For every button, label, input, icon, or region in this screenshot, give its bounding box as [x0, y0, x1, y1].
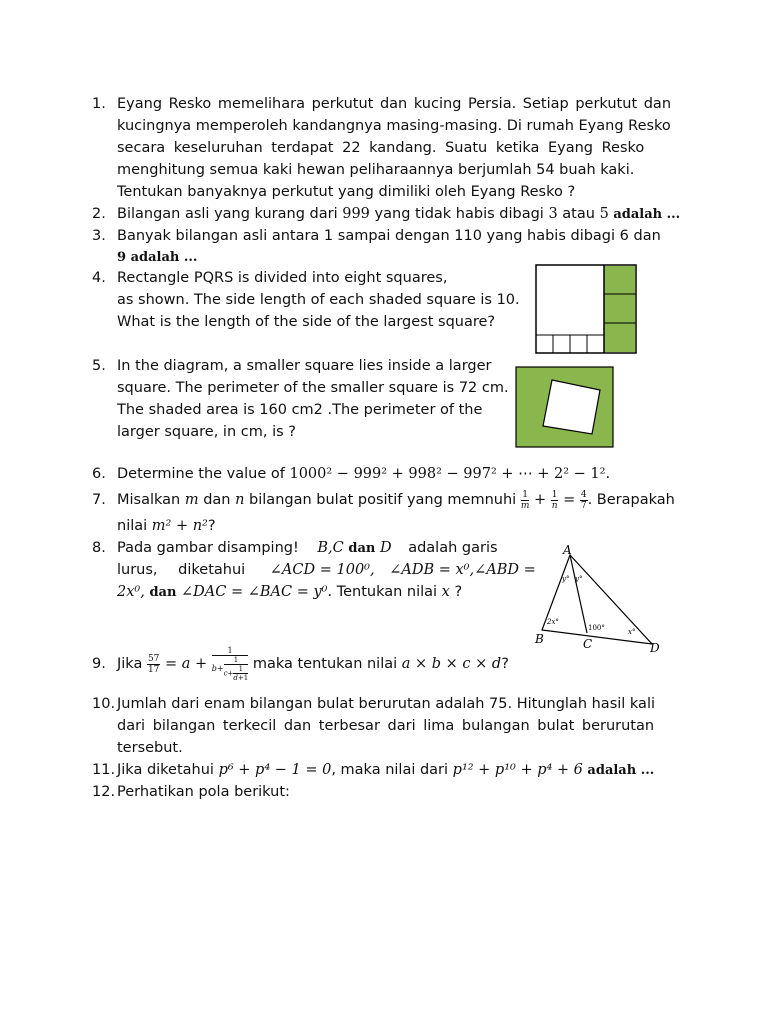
- problem-number: 11.: [92, 762, 116, 778]
- fraction: $\frac{57}{17}$: [147, 653, 160, 675]
- text-line: secara keseluruhan terdapat 22 kandang. Suatu ketika Eyang Resko: [117, 140, 645, 156]
- label-a: A: [563, 543, 572, 557]
- math: ∠DAC = ∠BAC = y⁰.: [181, 584, 333, 600]
- math: B,C: [317, 540, 344, 556]
- text: Jika: [117, 656, 147, 672]
- math: ∠ADB = x⁰,∠ABD =: [389, 562, 536, 578]
- text: maka tentukan nilai: [252, 656, 402, 672]
- text: Bilangan asli yang kurang dari: [117, 206, 343, 222]
- text: Pada gambar disamping!: [117, 540, 299, 556]
- math: +: [533, 492, 547, 508]
- label-c: C: [583, 637, 593, 651]
- text: adalah garis: [408, 540, 498, 556]
- math: 2x⁰,: [117, 584, 145, 600]
- problem-2: [117, 204, 680, 225]
- problem-7-line-2: [117, 516, 216, 536]
- text: lurus,: [117, 562, 158, 578]
- text-line: Jumlah dari enam bilangan bulat berurutan adalah 75. Hitunglah hasil kali: [117, 696, 656, 712]
- text-line: square. The perimeter of the smaller square is 72 cm.: [117, 380, 509, 396]
- label-d: D: [650, 641, 660, 655]
- continued-fraction: 1 b+ 1 c+ $\frac{1}{d+1}$: [211, 646, 249, 682]
- math: p⁶ + p⁴ − 1 = 0: [218, 762, 332, 778]
- text: diketahui: [178, 562, 246, 578]
- math: =: [563, 492, 576, 508]
- text-line: as shown. The side length of each shaded square is 10.: [117, 292, 520, 308]
- problem-number: 6.: [92, 466, 106, 482]
- square-in-square-figure: [515, 366, 615, 448]
- text-line: 9 adalah ...: [117, 250, 198, 265]
- problem-number: 8.: [92, 540, 106, 556]
- problem-number: 2.: [92, 206, 106, 222]
- text-line: What is the length of the side of the largest square?: [117, 314, 496, 330]
- problem-8-line-3: [117, 582, 462, 603]
- text: dan: [348, 541, 376, 556]
- angle-label: 100°: [588, 624, 605, 632]
- problem-8-line-2: [117, 560, 536, 580]
- text: Jika diketahui: [117, 762, 219, 778]
- problem-6: [117, 464, 610, 484]
- math: 5: [599, 206, 609, 222]
- text: Tentukan nilai: [336, 584, 438, 600]
- text-line: Perhatikan pola berikut:: [117, 784, 290, 800]
- math: x: [441, 584, 450, 600]
- text-line: Rectangle PQRS is divided into eight squares,: [117, 270, 448, 286]
- problem-11: [117, 760, 654, 781]
- angle-label: y°: [562, 575, 570, 583]
- text: nilai: [117, 518, 152, 534]
- text: adalah ...: [608, 207, 681, 222]
- shaded-column: [604, 266, 635, 352]
- angle-label: 2x°: [547, 618, 559, 626]
- text-line: Eyang Resko memelihara perkutut dan kucing Persia. Setiap perkutut dan: [117, 96, 672, 112]
- text-line: menghitung semua kaki hewan peliharaannya berjumlah 54 buah kaki.: [117, 162, 635, 178]
- text: bilangan bulat positif yang memnuhi: [244, 492, 521, 508]
- math: a × b × c × d: [401, 656, 502, 672]
- text: adalah ...: [582, 763, 655, 778]
- triangle-figure: [530, 540, 665, 655]
- label-b: B: [535, 632, 544, 646]
- problem-number: 1.: [92, 96, 106, 112]
- text: dan: [149, 585, 177, 600]
- text: Determine the value of: [117, 466, 290, 482]
- problem-number: 4.: [92, 270, 106, 286]
- problem-number: 12.: [92, 784, 116, 800]
- text-line: Tentukan banyaknya perkutut yang dimiliki oleh Eyang Resko ?: [117, 184, 576, 200]
- rectangle-pqrs-figure: [535, 264, 637, 354]
- fraction: $\frac{4}{7}$: [580, 489, 587, 511]
- text-line: tersebut.: [117, 740, 183, 756]
- segment-ac: [570, 555, 587, 633]
- math: 1000² − 999² + 998² − 997² + ⋯ + 2² − 1²: [289, 466, 606, 482]
- problem-9: [117, 644, 509, 684]
- math: n: [235, 492, 245, 508]
- math: p¹² + p¹⁰ + p⁴ + 6: [452, 762, 583, 778]
- math: 999: [342, 206, 370, 222]
- math: ∠ACD = 100⁰,: [269, 562, 375, 578]
- fraction: $\frac{1}{n}$: [551, 489, 558, 511]
- problem-number: 10.: [92, 696, 116, 712]
- text: .: [605, 466, 611, 482]
- text-line: larger square, in cm, is ?: [117, 424, 296, 440]
- text: ?: [454, 584, 463, 600]
- text-line: In the diagram, a smaller square lies inside a larger: [117, 358, 492, 374]
- text: yang tidak habis dibagi: [369, 206, 549, 222]
- smaller-square: [543, 380, 600, 434]
- math: = a +: [165, 656, 208, 672]
- problem-number: 3.: [92, 228, 106, 244]
- text: atau: [557, 206, 600, 222]
- text: ?: [501, 656, 509, 672]
- math: D: [379, 540, 392, 556]
- text: ?: [207, 518, 216, 534]
- angle-label: y°: [575, 575, 583, 583]
- text: . Berapakah: [587, 492, 675, 508]
- text: , maka nilai dari: [331, 762, 453, 778]
- text-line: dari bilangan terkecil dan terbesar dari lima bulangan bulat berurutan: [117, 718, 655, 734]
- text: dan: [198, 492, 236, 508]
- angle-label: x°: [628, 628, 636, 636]
- text: Misalkan: [117, 492, 185, 508]
- fraction: $\frac{1}{m}$: [520, 489, 530, 511]
- problem-8-line-1: [117, 538, 498, 559]
- math: m: [184, 492, 199, 508]
- problem-number: 7.: [92, 492, 106, 508]
- text-line: Banyak bilangan asli antara 1 sampai dengan 110 yang habis dibagi 6 dan: [117, 228, 661, 244]
- problem-number: 5.: [92, 358, 106, 374]
- problem-7-line-1: [117, 484, 675, 516]
- text-line: kucingnya memperoleh kandangnya masing-masing. Di rumah Eyang Resko: [117, 118, 671, 134]
- text-line: The shaded area is 160 cm2 .The perimeter of the: [117, 402, 483, 418]
- math: m² + n²: [151, 518, 208, 534]
- math: 3: [548, 206, 558, 222]
- problem-number: 9.: [92, 656, 106, 672]
